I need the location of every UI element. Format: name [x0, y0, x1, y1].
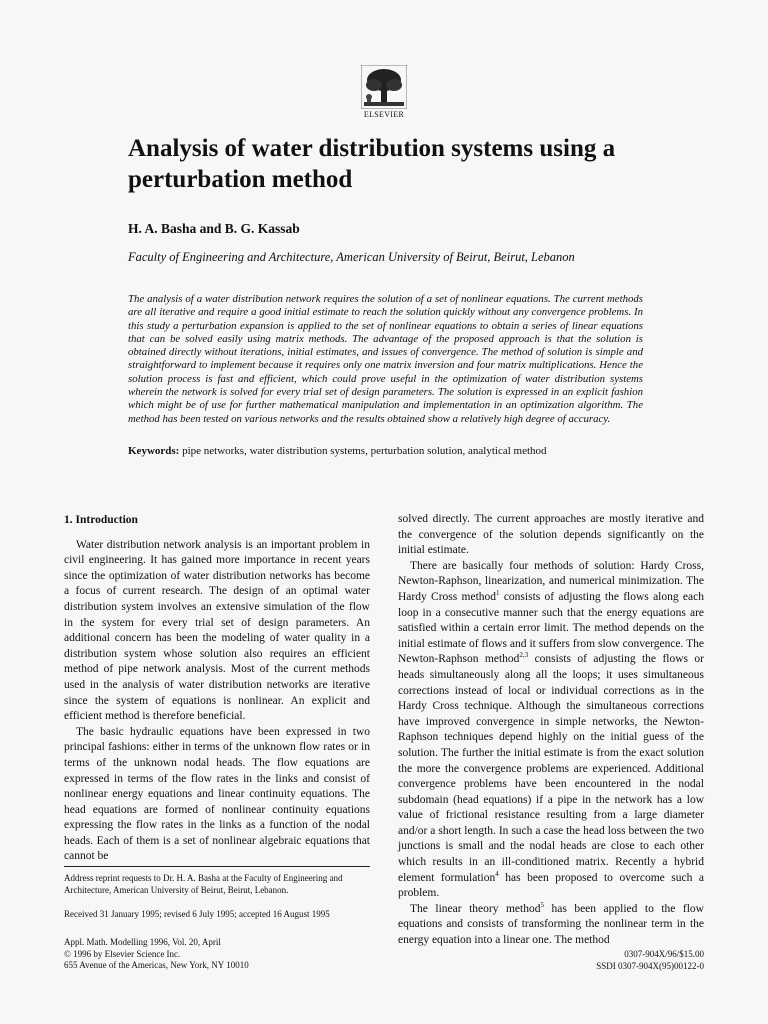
journal-citation: Appl. Math. Modelling 1996, Vol. 20, April — [64, 937, 221, 947]
publisher-logo — [355, 65, 413, 119]
author-affiliation: Faculty of Engineering and Architecture, American University of Beirut, Beirut, Lebanon — [128, 250, 575, 264]
ssdi-code: SSDI 0307-904X(95)00122-0 — [596, 960, 704, 971]
logo-wordmark: ELSEVIER — [363, 110, 405, 119]
keywords — [128, 445, 643, 457]
intro-paragraph-4 — [398, 559, 704, 902]
article-codes — [596, 949, 704, 972]
intro-paragraph-1: Water distribution network analysis is an important problem in civil engineering. It has gained more importance in recent years since the optimization of water distribution networks has become a focus of current research. The design of an optimal water distribution system involves an extensive simulation of the flow in the system for every trial set of design parameters. An additional concern has been the modeling of water quality in a distribution system whose solution also requires an efficient method of pipe network analysis. Most of the current methods used in the analysis of water distribution networks are iterative since the system of equations is nonlinear. An explicit and efficient method is therefore beneficial. — [64, 538, 370, 723]
text-span: has been proposed to overcome such a problem. — [398, 871, 704, 900]
paper-title: Analysis of water distribution systems using a perturbation method — [128, 135, 616, 193]
text-span: consists of adjusting the flows along each loop in a consecutive manner such that the energy equations are satisfied within a certain error limit. The method depends on the initial estimate of flows and it suffers from slow convergence. The Newton-Raphson method — [398, 590, 704, 666]
reprint-footnote: Address reprint requests to Dr. H. A. Basha at the Faculty of Engineering and Architecture, American University of Beirut, Beirut, Lebanon. — [64, 873, 343, 895]
paper-authors: H. A. Basha and B. G. Kassab — [128, 221, 300, 236]
right-column — [398, 512, 704, 949]
left-column — [64, 513, 370, 865]
intro-paragraph-2: The basic hydraulic equations have been expressed in two principal fashions: either in terms of the unknown flow rates or in terms of the unknown nodal heads. The flow equations are expressed in terms of the flow rates in the links and consist of nonlinear energy equations and linear continuity equations. The head equations are formed of nonlinear continuity equations expressing the flow rates in the links as a function of the nodal heads. Each of them is a set of nonlinear algebraic equations that cannot be — [64, 725, 370, 863]
copyright-line: © 1996 by Elsevier Science Inc. — [64, 948, 181, 959]
citation-ref: 5 — [540, 901, 544, 910]
text-span: There are basically four methods of solution: Hardy Cross, Newton-Raphson, linearization, and numerical minimization. The Hardy Cross method — [398, 559, 704, 603]
elsevier-tree-icon — [361, 65, 407, 109]
citation-ref: 4 — [495, 869, 499, 878]
issn-price: 0307-904X/96/$15.00 — [624, 949, 704, 959]
text-span: The linear theory method — [410, 902, 541, 915]
footnote-divider — [64, 866, 370, 867]
publisher-address: 655 Avenue of the Americas, New York, NY 10010 — [64, 960, 249, 970]
keywords-text: pipe networks, water distribution systems, perturbation solution, analytical method — [182, 445, 547, 457]
citation-ref: 2,3 — [519, 651, 529, 660]
received-dates: Received 31 January 1995; revised 6 July 1995; accepted 16 August 1995 — [64, 909, 330, 919]
intro-paragraph-5 — [398, 902, 704, 949]
text-span: has been applied to the flow equations and consists of transforming the nonlinear term in the energy equation into a linear one. The method — [398, 902, 704, 947]
intro-paragraph-3: solved directly. The current approaches are mostly iterative and the convergence of the solution depends significantly on the initial estimate. — [398, 513, 704, 557]
abstract: The analysis of a water distribution network requires the solution of a set of nonlinear equations. The current methods are all iterative and require a good initial estimate to reach the solution quickly without any convergence problems. In this study a perturbation expansion is applied to the set of nonlinear equations to obtain a series of linear equations that can be solved easily using matrix methods. The advantage of the proposed approach is that the solution is obtained directly without iterations, initial estimates, and issues of convergence. The method of solution is simple and straightforward to implement because it requires only one matrix inversion and four matrix multiplications. Hence the solution process is fast and efficient, which could prove useful in the optimization of water distribution systems wherein the network is solved for every trial set of design parameters. The solution is expressed in an explicit fashion which might be of use for further mathematical manipulation and implementation in an optimization algorithm. The method has been tested on various networks and the results obtained show a relatively high degree of accuracy. — [128, 293, 643, 425]
section-heading: 1. Introduction — [64, 514, 138, 526]
text-span: consists of adjusting the flows or heads simultaneously along all the loops; it uses simultaneous corrections instead of local or individual corrections as in the Hardy Cross technique. Although the simultaneous corrections have improved convergence in simple networks, the Newton-Raphson techniques depend highly on the initial guess of the solution. The further the initial estimate is from the exact solution the more the convergence problems are experienced. Additional convergence problems have been encountered in the nodal subdomain (head equations) if a pipe in the network has a low value of frictional resistance resulting from a large diameter and/or a short length. In such a case the head loss between the two junctions is small and the nodal heads are close to each other which results in an ill-conditioned matrix. Recently a hybrid element formulation — [398, 653, 704, 884]
publication-info — [64, 937, 384, 972]
citation-ref: 1 — [496, 589, 500, 598]
keywords-label: Keywords: — [128, 445, 180, 457]
